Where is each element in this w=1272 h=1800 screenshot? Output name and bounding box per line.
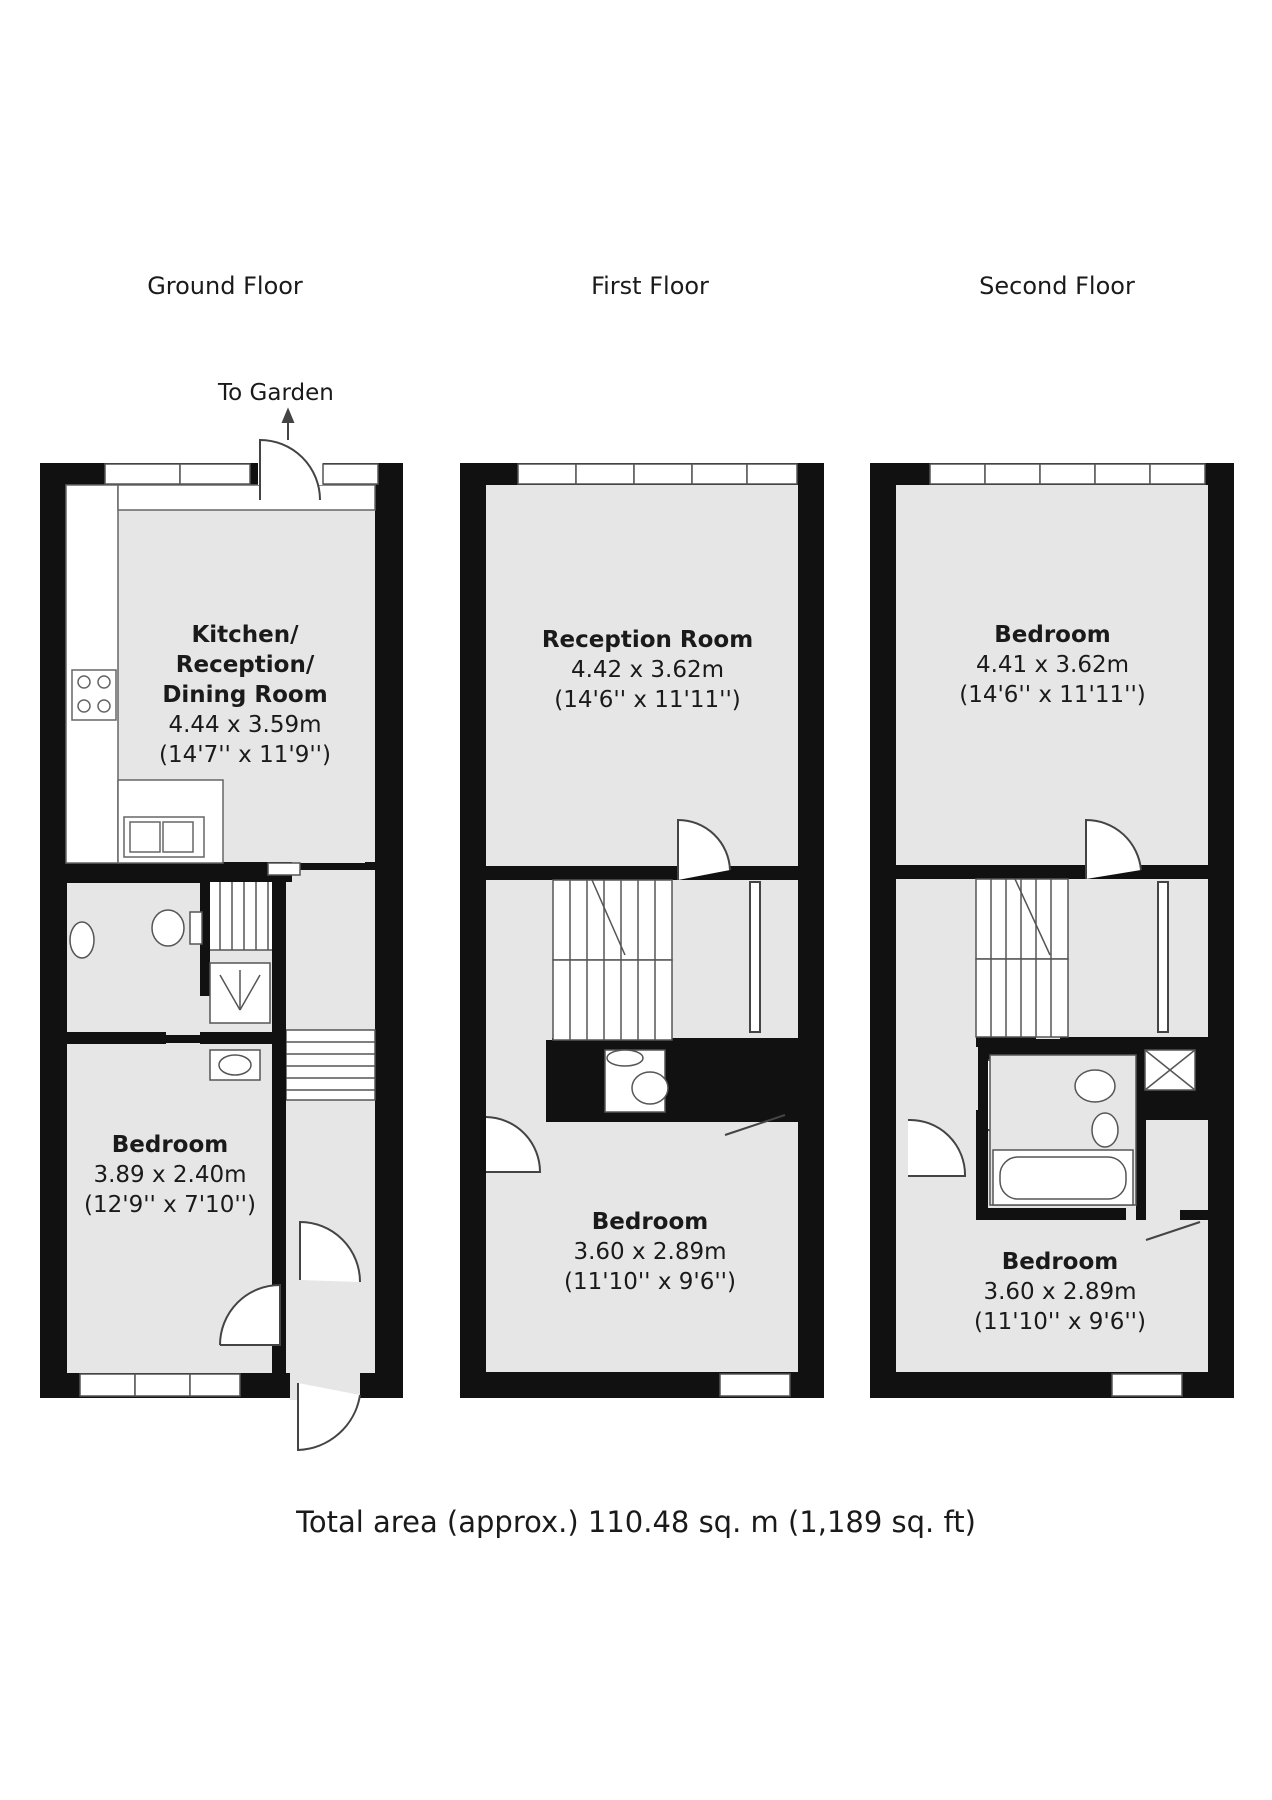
kitchen-metric: 4.44 x 3.59m bbox=[168, 712, 322, 738]
reception-metric: 4.42 x 3.62m bbox=[570, 657, 725, 683]
first-bedroom-name: Bedroom bbox=[591, 1209, 709, 1235]
ground-bedroom-imperial: (12'9'' x 7'10'') bbox=[84, 1192, 256, 1218]
second-bedroom-front-name: Bedroom bbox=[994, 622, 1111, 648]
kitchen-name-line3: Dining Room bbox=[162, 682, 328, 708]
second-bedroom-front-label bbox=[920, 620, 1185, 710]
ground-bedroom-name: Bedroom bbox=[111, 1132, 229, 1158]
second-bedroom-rear-metric: 3.60 x 2.89m bbox=[983, 1279, 1137, 1305]
ground-floor-title: Ground Floor bbox=[147, 272, 303, 300]
kitchen-imperial: (14'7'' x 11'9'') bbox=[159, 742, 331, 768]
reception-imperial: (14'6'' x 11'11'') bbox=[554, 687, 741, 713]
to-garden-label: To Garden bbox=[218, 380, 334, 406]
reception-name: Reception Room bbox=[541, 627, 754, 653]
kitchen-name-line2: Reception/ bbox=[175, 652, 315, 678]
ground-bedroom-metric: 3.89 x 2.40m bbox=[93, 1162, 247, 1188]
second-floor-title: Second Floor bbox=[979, 272, 1135, 300]
total-area: Total area (approx.) 110.48 sq. m (1,189 sq. ft) bbox=[296, 1505, 976, 1539]
ground-floor-plan bbox=[40, 410, 403, 1450]
second-bedroom-rear-imperial: (11'10'' x 9'6'') bbox=[974, 1309, 1146, 1335]
second-landing-left bbox=[896, 1039, 978, 1129]
ground-bedroom-label bbox=[62, 1130, 278, 1220]
first-wc-fixtures bbox=[605, 1050, 668, 1112]
first-stairs bbox=[553, 880, 672, 1040]
reception-label bbox=[500, 625, 795, 715]
ground-hall-floor bbox=[286, 870, 375, 1373]
first-bedroom-imperial: (11'10'' x 9'6'') bbox=[564, 1269, 736, 1295]
second-bedroom-front-metric: 4.41 x 3.62m bbox=[975, 652, 1130, 678]
first-landing-left bbox=[486, 1040, 546, 1130]
first-bedroom-metric: 3.60 x 2.89m bbox=[573, 1239, 727, 1265]
first-floor-title: First Floor bbox=[591, 272, 709, 300]
first-bedroom-label bbox=[525, 1207, 775, 1297]
garden-door bbox=[258, 410, 323, 500]
kitchen-label bbox=[125, 620, 365, 770]
second-bedroom-front-imperial: (14'6'' x 11'11'') bbox=[959, 682, 1146, 708]
second-bedroom-rear-name: Bedroom bbox=[1001, 1249, 1119, 1275]
second-stairs bbox=[976, 879, 1068, 1037]
second-bedroom-rear-label bbox=[935, 1247, 1185, 1337]
kitchen-name-line1: Kitchen/ bbox=[191, 622, 299, 648]
